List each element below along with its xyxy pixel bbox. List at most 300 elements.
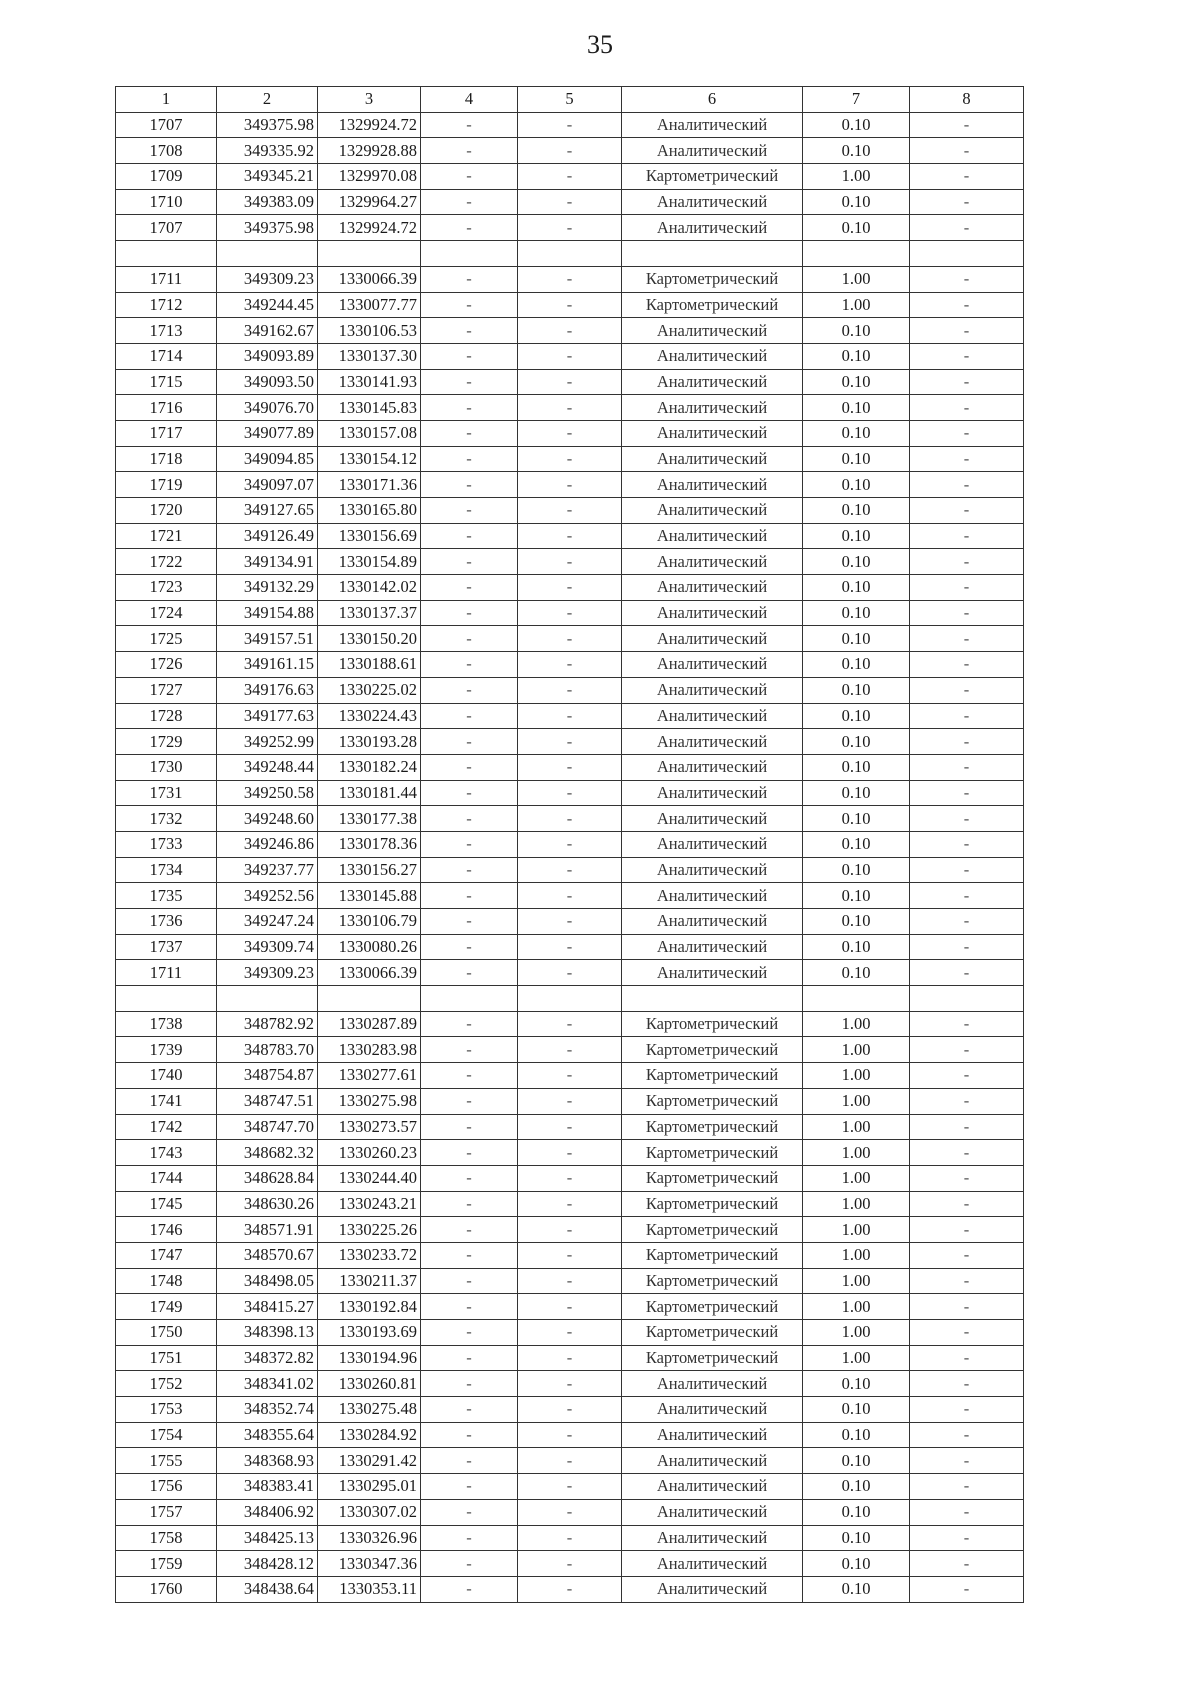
table-row [116,1242,1024,1268]
column-5-cell: - [518,1474,622,1500]
column-5-cell: - [518,652,622,678]
column-5-cell: - [518,1165,622,1191]
accuracy-cell: 0.10 [803,626,910,652]
column-8-cell: - [910,626,1024,652]
point-number-cell: 1722 [116,549,217,575]
method-cell: Аналитический [622,806,803,832]
column-4-cell: - [421,395,518,421]
column-8-cell: - [910,498,1024,524]
method-cell: Аналитический [622,575,803,601]
method-cell: Аналитический [622,703,803,729]
column-5-cell: - [518,1499,622,1525]
column-4-cell: - [421,857,518,883]
column-5-cell: - [518,729,622,755]
column-5-cell: - [518,1345,622,1371]
column-8-cell: - [910,1217,1024,1243]
method-cell: Картометрический [622,164,803,190]
y-coordinate-cell: 1330193.28 [318,729,421,755]
point-number-cell: 1730 [116,754,217,780]
column-8-cell: - [910,1448,1024,1474]
accuracy-cell: 0.10 [803,754,910,780]
column-5-cell: - [518,780,622,806]
table-row [116,215,1024,241]
accuracy-cell: 1.00 [803,1165,910,1191]
method-cell: Аналитический [622,215,803,241]
y-coordinate-cell: 1330145.83 [318,395,421,421]
column-5-cell: - [518,318,622,344]
x-coordinate-cell: 349345.21 [217,164,318,190]
column-5-cell: - [518,1397,622,1423]
table-row [116,1345,1024,1371]
table-row [116,1422,1024,1448]
column-8-cell: - [910,343,1024,369]
accuracy-cell: 1.00 [803,1088,910,1114]
column-4-cell: - [421,498,518,524]
column-5-cell: - [518,138,622,164]
column-8-cell: - [910,1345,1024,1371]
column-8-cell: - [910,1191,1024,1217]
x-coordinate-cell: 348438.64 [217,1576,318,1602]
accuracy-cell: 0.10 [803,831,910,857]
y-coordinate-cell: 1330291.42 [318,1448,421,1474]
method-cell: Аналитический [622,1576,803,1602]
table-row [116,780,1024,806]
table-row [116,1165,1024,1191]
empty-cell [803,241,910,267]
empty-cell [518,241,622,267]
y-coordinate-cell: 1330165.80 [318,498,421,524]
accuracy-cell: 0.10 [803,1422,910,1448]
empty-cell [318,241,421,267]
column-8-cell: - [910,1576,1024,1602]
column-4-cell: - [421,831,518,857]
point-number-cell: 1725 [116,626,217,652]
y-coordinate-cell: 1330295.01 [318,1474,421,1500]
point-number-cell: 1750 [116,1320,217,1346]
method-cell: Аналитический [622,112,803,138]
y-coordinate-cell: 1330326.96 [318,1525,421,1551]
column-5-cell: - [518,883,622,909]
column-8-cell: - [910,138,1024,164]
method-cell: Аналитический [622,934,803,960]
point-number-cell: 1710 [116,189,217,215]
x-coordinate-cell: 349247.24 [217,909,318,935]
table-row [116,677,1024,703]
y-coordinate-cell: 1330141.93 [318,369,421,395]
table-row [116,1525,1024,1551]
y-coordinate-cell: 1330177.38 [318,806,421,832]
y-coordinate-cell: 1330192.84 [318,1294,421,1320]
y-coordinate-cell: 1330106.79 [318,909,421,935]
x-coordinate-cell: 349126.49 [217,523,318,549]
y-coordinate-cell: 1330156.27 [318,857,421,883]
y-coordinate-cell: 1330066.39 [318,960,421,986]
point-number-cell: 1753 [116,1397,217,1423]
x-coordinate-cell: 349309.23 [217,266,318,292]
column-4-cell: - [421,1525,518,1551]
column-4-cell: - [421,318,518,344]
x-coordinate-cell: 349248.60 [217,806,318,832]
x-coordinate-cell: 348747.51 [217,1088,318,1114]
y-coordinate-cell: 1330181.44 [318,780,421,806]
x-coordinate-cell: 349077.89 [217,420,318,446]
x-coordinate-cell: 349127.65 [217,498,318,524]
point-number-cell: 1751 [116,1345,217,1371]
table-row [116,857,1024,883]
x-coordinate-cell: 349176.63 [217,677,318,703]
point-number-cell: 1719 [116,472,217,498]
column-4-cell: - [421,780,518,806]
empty-cell [116,986,217,1012]
column-5-cell: - [518,266,622,292]
accuracy-cell: 0.10 [803,575,910,601]
column-4-cell: - [421,729,518,755]
x-coordinate-cell: 348570.67 [217,1242,318,1268]
x-coordinate-cell: 349094.85 [217,446,318,472]
column-4-cell: - [421,266,518,292]
column-8-cell: - [910,703,1024,729]
column-5-cell: - [518,1063,622,1089]
method-cell: Аналитический [622,857,803,883]
accuracy-cell: 0.10 [803,703,910,729]
method-cell: Аналитический [622,780,803,806]
empty-cell [421,241,518,267]
y-coordinate-cell: 1330260.81 [318,1371,421,1397]
point-number-cell: 1731 [116,780,217,806]
accuracy-cell: 1.00 [803,164,910,190]
x-coordinate-cell: 349134.91 [217,549,318,575]
coordinates-table-container [115,86,1024,1603]
column-4-cell: - [421,1140,518,1166]
method-cell: Аналитический [622,369,803,395]
column-5-cell: - [518,1576,622,1602]
x-coordinate-cell: 349335.92 [217,138,318,164]
point-number-cell: 1721 [116,523,217,549]
method-cell: Аналитический [622,729,803,755]
empty-cell [622,986,803,1012]
y-coordinate-cell: 1330307.02 [318,1499,421,1525]
y-coordinate-cell: 1330211.37 [318,1268,421,1294]
column-4-cell: - [421,138,518,164]
method-cell: Аналитический [622,189,803,215]
column-4-cell: - [421,549,518,575]
y-coordinate-cell: 1330077.77 [318,292,421,318]
column-5-cell: - [518,857,622,883]
point-number-cell: 1726 [116,652,217,678]
method-cell: Картометрический [622,1037,803,1063]
column-8-cell: - [910,1397,1024,1423]
method-cell: Аналитический [622,343,803,369]
column-4-cell: - [421,1320,518,1346]
accuracy-cell: 1.00 [803,1063,910,1089]
point-number-cell: 1734 [116,857,217,883]
column-8-cell: - [910,1165,1024,1191]
column-4-cell: - [421,1165,518,1191]
x-coordinate-cell: 349252.56 [217,883,318,909]
method-cell: Картометрический [622,1191,803,1217]
column-5-cell: - [518,498,622,524]
column-5-cell: - [518,1011,622,1037]
accuracy-cell: 1.00 [803,266,910,292]
accuracy-cell: 0.10 [803,549,910,575]
accuracy-cell: 0.10 [803,960,910,986]
method-cell: Картометрический [622,1242,803,1268]
x-coordinate-cell: 349246.86 [217,831,318,857]
method-cell: Аналитический [622,1474,803,1500]
column-5-cell: - [518,1217,622,1243]
table-row [116,343,1024,369]
table-row [116,292,1024,318]
point-number-cell: 1752 [116,1371,217,1397]
method-cell: Аналитический [622,138,803,164]
column-4-cell: - [421,934,518,960]
y-coordinate-cell: 1330150.20 [318,626,421,652]
point-number-cell: 1718 [116,446,217,472]
column-5-cell: - [518,703,622,729]
column-5-cell: - [518,472,622,498]
column-8-cell: - [910,1088,1024,1114]
column-8-cell: - [910,1037,1024,1063]
column-8-cell: - [910,472,1024,498]
method-cell: Картометрический [622,1140,803,1166]
accuracy-cell: 0.10 [803,1474,910,1500]
method-cell: Картометрический [622,1294,803,1320]
point-number-cell: 1755 [116,1448,217,1474]
column-5-cell: - [518,395,622,421]
column-4-cell: - [421,1191,518,1217]
method-cell: Аналитический [622,420,803,446]
x-coordinate-cell: 348415.27 [217,1294,318,1320]
column-5-cell: - [518,1525,622,1551]
accuracy-cell: 0.10 [803,729,910,755]
accuracy-cell: 0.10 [803,883,910,909]
method-cell: Аналитический [622,600,803,626]
column-5-cell: - [518,164,622,190]
column-4-cell: - [421,189,518,215]
table-row [116,960,1024,986]
x-coordinate-cell: 349237.77 [217,857,318,883]
column-4-cell: - [421,1011,518,1037]
point-number-cell: 1746 [116,1217,217,1243]
column-5-cell: - [518,446,622,472]
column-4-cell: - [421,1037,518,1063]
table-row [116,1063,1024,1089]
point-number-cell: 1742 [116,1114,217,1140]
y-coordinate-cell: 1330224.43 [318,703,421,729]
x-coordinate-cell: 348754.87 [217,1063,318,1089]
column-5-cell: - [518,575,622,601]
method-cell: Картометрический [622,1320,803,1346]
column-8-cell: - [910,575,1024,601]
accuracy-cell: 0.10 [803,934,910,960]
column-4-cell: - [421,652,518,678]
column-header: 6 [622,87,803,113]
column-header: 7 [803,87,910,113]
column-4-cell: - [421,446,518,472]
table-row [116,1320,1024,1346]
empty-cell [518,986,622,1012]
accuracy-cell: 0.10 [803,420,910,446]
column-5-cell: - [518,806,622,832]
point-number-cell: 1754 [116,1422,217,1448]
y-coordinate-cell: 1330137.37 [318,600,421,626]
y-coordinate-cell: 1330066.39 [318,266,421,292]
y-coordinate-cell: 1330275.48 [318,1397,421,1423]
column-header: 4 [421,87,518,113]
column-5-cell: - [518,420,622,446]
table-row [116,472,1024,498]
column-5-cell: - [518,1191,622,1217]
column-4-cell: - [421,703,518,729]
column-4-cell: - [421,575,518,601]
point-number-cell: 1732 [116,806,217,832]
method-cell: Аналитический [622,446,803,472]
accuracy-cell: 0.10 [803,446,910,472]
x-coordinate-cell: 348425.13 [217,1525,318,1551]
point-number-cell: 1711 [116,960,217,986]
table-row [116,420,1024,446]
column-8-cell: - [910,909,1024,935]
point-number-cell: 1741 [116,1088,217,1114]
column-4-cell: - [421,1268,518,1294]
x-coordinate-cell: 349244.45 [217,292,318,318]
table-row [116,1576,1024,1602]
y-coordinate-cell: 1329928.88 [318,138,421,164]
column-8-cell: - [910,1422,1024,1448]
method-cell: Аналитический [622,1499,803,1525]
accuracy-cell: 0.10 [803,1499,910,1525]
column-8-cell: - [910,446,1024,472]
x-coordinate-cell: 349076.70 [217,395,318,421]
y-coordinate-cell: 1330154.89 [318,549,421,575]
table-row [116,729,1024,755]
method-cell: Картометрический [622,1063,803,1089]
column-4-cell: - [421,1217,518,1243]
x-coordinate-cell: 349093.89 [217,343,318,369]
accuracy-cell: 0.10 [803,138,910,164]
table-row [116,806,1024,832]
column-4-cell: - [421,292,518,318]
blank-separator-row [116,241,1024,267]
accuracy-cell: 0.10 [803,1371,910,1397]
table-row [116,1217,1024,1243]
point-number-cell: 1737 [116,934,217,960]
table-row [116,164,1024,190]
point-number-cell: 1720 [116,498,217,524]
x-coordinate-cell: 348628.84 [217,1165,318,1191]
method-cell: Картометрический [622,1345,803,1371]
column-8-cell: - [910,369,1024,395]
y-coordinate-cell: 1330273.57 [318,1114,421,1140]
accuracy-cell: 0.10 [803,472,910,498]
table-row [116,1140,1024,1166]
accuracy-cell: 1.00 [803,1011,910,1037]
column-8-cell: - [910,883,1024,909]
y-coordinate-cell: 1330347.36 [318,1551,421,1577]
table-row [116,934,1024,960]
table-row [116,369,1024,395]
point-number-cell: 1727 [116,677,217,703]
column-8-cell: - [910,1294,1024,1320]
accuracy-cell: 0.10 [803,318,910,344]
accuracy-cell: 0.10 [803,189,910,215]
accuracy-cell: 1.00 [803,1242,910,1268]
column-8-cell: - [910,780,1024,806]
column-8-cell: - [910,523,1024,549]
y-coordinate-cell: 1330225.02 [318,677,421,703]
point-number-cell: 1724 [116,600,217,626]
y-coordinate-cell: 1330157.08 [318,420,421,446]
accuracy-cell: 0.10 [803,909,910,935]
table-row [116,575,1024,601]
accuracy-cell: 0.10 [803,215,910,241]
accuracy-cell: 0.10 [803,395,910,421]
accuracy-cell: 0.10 [803,1576,910,1602]
table-row [116,1397,1024,1423]
x-coordinate-cell: 349154.88 [217,600,318,626]
y-coordinate-cell: 1330137.30 [318,343,421,369]
y-coordinate-cell: 1330243.21 [318,1191,421,1217]
column-8-cell: - [910,729,1024,755]
y-coordinate-cell: 1330284.92 [318,1422,421,1448]
table-row [116,1268,1024,1294]
method-cell: Картометрический [622,1217,803,1243]
empty-cell [217,241,318,267]
column-4-cell: - [421,1448,518,1474]
accuracy-cell: 0.10 [803,1551,910,1577]
table-row [116,112,1024,138]
point-number-cell: 1709 [116,164,217,190]
table-row [116,1037,1024,1063]
y-coordinate-cell: 1330244.40 [318,1165,421,1191]
method-cell: Аналитический [622,1448,803,1474]
method-cell: Картометрический [622,266,803,292]
point-number-cell: 1713 [116,318,217,344]
table-row [116,1114,1024,1140]
x-coordinate-cell: 349177.63 [217,703,318,729]
x-coordinate-cell: 349097.07 [217,472,318,498]
point-number-cell: 1707 [116,215,217,241]
accuracy-cell: 1.00 [803,1294,910,1320]
column-5-cell: - [518,292,622,318]
x-coordinate-cell: 349375.98 [217,215,318,241]
y-coordinate-cell: 1329970.08 [318,164,421,190]
column-5-cell: - [518,1320,622,1346]
column-header: 1 [116,87,217,113]
column-5-cell: - [518,1448,622,1474]
x-coordinate-cell: 348428.12 [217,1551,318,1577]
column-8-cell: - [910,266,1024,292]
accuracy-cell: 0.10 [803,1448,910,1474]
x-coordinate-cell: 348368.93 [217,1448,318,1474]
point-number-cell: 1717 [116,420,217,446]
column-5-cell: - [518,549,622,575]
table-row [116,600,1024,626]
table-row [116,1448,1024,1474]
accuracy-cell: 0.10 [803,780,910,806]
method-cell: Аналитический [622,1551,803,1577]
column-8-cell: - [910,1474,1024,1500]
table-row [116,395,1024,421]
point-number-cell: 1740 [116,1063,217,1089]
y-coordinate-cell: 1329924.72 [318,112,421,138]
column-8-cell: - [910,1242,1024,1268]
accuracy-cell: 1.00 [803,1114,910,1140]
column-5-cell: - [518,1242,622,1268]
column-4-cell: - [421,1551,518,1577]
table-row [116,138,1024,164]
point-number-cell: 1723 [116,575,217,601]
